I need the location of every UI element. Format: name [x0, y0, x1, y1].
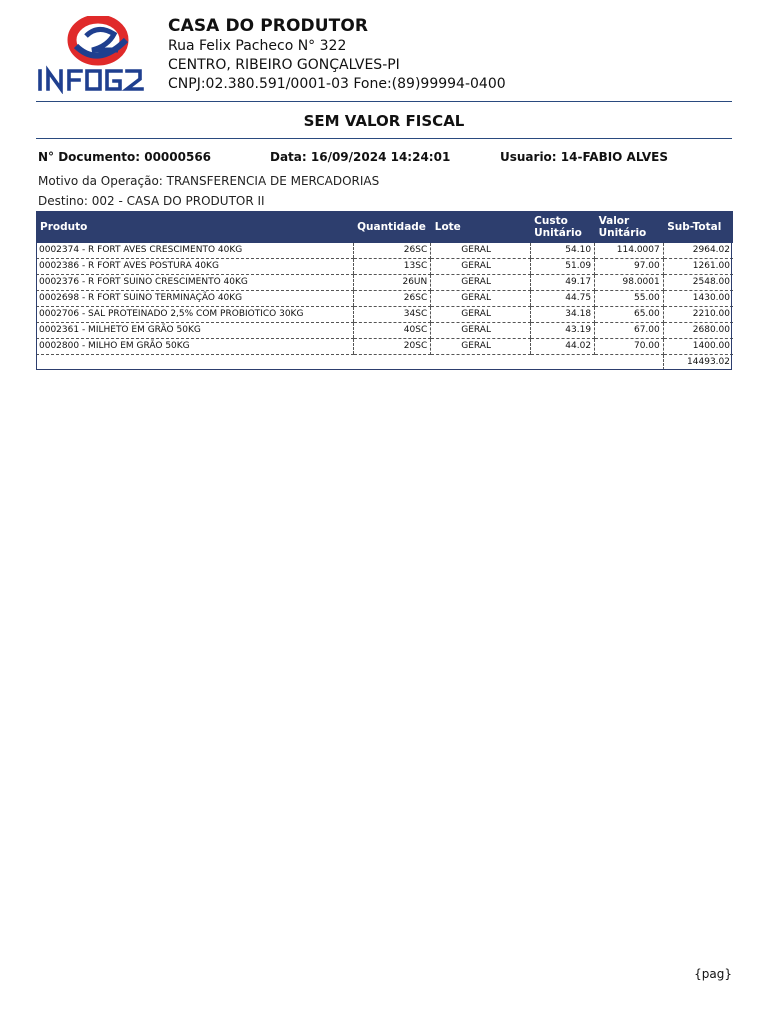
cell-produto: 0002698 - R FORT SUINO TERMINAÇÃO 40KG [36, 291, 353, 307]
operation-reason: Motivo da Operação: TRANSFERENCIA DE MERCADORIAS [38, 174, 380, 188]
cell-subtotal: 1261.00 [663, 259, 733, 275]
cell-produto: 0002361 - MILHETO EM GRÃO 50KG [36, 323, 353, 339]
cell-valor: 65.00 [595, 307, 664, 323]
cell-quantidade: 34SC [353, 307, 431, 323]
company-city: CENTRO, RIBEIRO GONÇALVES-PI [168, 57, 400, 73]
cell-subtotal: 2548.00 [663, 275, 733, 291]
header-subtotal: Sub-Total [663, 211, 733, 243]
cell-valor: 67.00 [595, 323, 664, 339]
cell-lote: GERAL [431, 323, 530, 339]
table-total-row [36, 355, 733, 371]
cell-subtotal: 2210.00 [663, 307, 733, 323]
table-row [36, 307, 733, 323]
document-title: SEM VALOR FISCAL [303, 112, 465, 130]
table-row [36, 275, 733, 291]
cell-produto: 0002376 - R FORT SUINO CRESCIMENTO 40KG [36, 275, 353, 291]
company-logo [36, 16, 162, 94]
cell-quantidade: 26UN [353, 275, 431, 291]
grand-total: 14493.02 [663, 355, 733, 371]
cell-produto: 0002706 - SAL PROTEINADO 2,5% COM PROBIOTICO 30KG [36, 307, 353, 323]
header-quantidade: Quantidade [353, 211, 431, 243]
cell-quantidade: 13SC [353, 259, 431, 275]
cell-subtotal: 1430.00 [663, 291, 733, 307]
cell-quantidade: 26SC [353, 243, 431, 259]
header-custo-line2: Unitário [534, 227, 582, 239]
company-header [168, 15, 506, 94]
header-custo [530, 211, 594, 243]
cell-quantidade: 20SC [353, 339, 431, 355]
cell-produto: 0002374 - R FORT AVES CRESCIMENTO 40KG [36, 243, 353, 259]
items-table [36, 211, 733, 370]
table-header-row [36, 211, 733, 243]
cell-custo: 51.09 [530, 259, 594, 275]
company-name: CASA DO PRODUTOR [168, 16, 369, 36]
company-address: Rua Felix Pacheco N° 322 [168, 38, 347, 54]
table-row [36, 243, 733, 259]
table-row [36, 259, 733, 275]
header-custo-line1: Custo [534, 215, 568, 227]
cell-lote: GERAL [431, 275, 530, 291]
cell-lote: GERAL [431, 291, 530, 307]
header-valor-line1: Valor [598, 215, 630, 227]
cell-valor: 98.0001 [595, 275, 664, 291]
cell-custo: 54.10 [530, 243, 594, 259]
cell-custo: 49.17 [530, 275, 594, 291]
cell-quantidade: 40SC [353, 323, 431, 339]
header-divider [36, 101, 732, 102]
cell-produto: 0002386 - R FORT AVES POSTURA 40KG [36, 259, 353, 275]
cell-custo: 44.75 [530, 291, 594, 307]
cell-lote: GERAL [431, 259, 530, 275]
cell-lote: GERAL [431, 243, 530, 259]
header-produto: Produto [36, 211, 353, 243]
header-lote: Lote [431, 211, 530, 243]
cell-produto: 0002800 - MILHO EM GRÃO 50KG [36, 339, 353, 355]
cell-subtotal: 1400.00 [663, 339, 733, 355]
header-valor-line2: Unitário [598, 227, 647, 239]
table-row [36, 339, 733, 355]
header-valor [595, 211, 664, 243]
table-row [36, 323, 733, 339]
destination: Destino: 002 - CASA DO PRODUTOR II [38, 194, 265, 208]
cell-valor: 114.0007 [595, 243, 664, 259]
cell-subtotal: 2680.00 [663, 323, 733, 339]
document-date: Data: 16/09/2024 14:24:01 [270, 150, 451, 164]
page-number: {pag} [694, 967, 732, 981]
title-divider [36, 138, 732, 139]
cell-custo: 34.18 [530, 307, 594, 323]
cell-custo: 44.02 [530, 339, 594, 355]
company-cnpj-phone: CNPJ:02.380.591/0001-03 Fone:(89)99994-0400 [168, 76, 506, 92]
cell-subtotal: 2964.02 [663, 243, 733, 259]
cell-lote: GERAL [431, 339, 530, 355]
cell-valor: 97.00 [595, 259, 664, 275]
cell-lote: GERAL [431, 307, 530, 323]
cell-valor: 55.00 [595, 291, 664, 307]
document-user: Usuario: 14-FABIO ALVES [500, 150, 668, 164]
document-number: N° Documento: 00000566 [38, 150, 212, 164]
cell-valor: 70.00 [595, 339, 664, 355]
table-row [36, 291, 733, 307]
total-spacer [36, 355, 663, 371]
cell-custo: 43.19 [530, 323, 594, 339]
cell-quantidade: 26SC [353, 291, 431, 307]
